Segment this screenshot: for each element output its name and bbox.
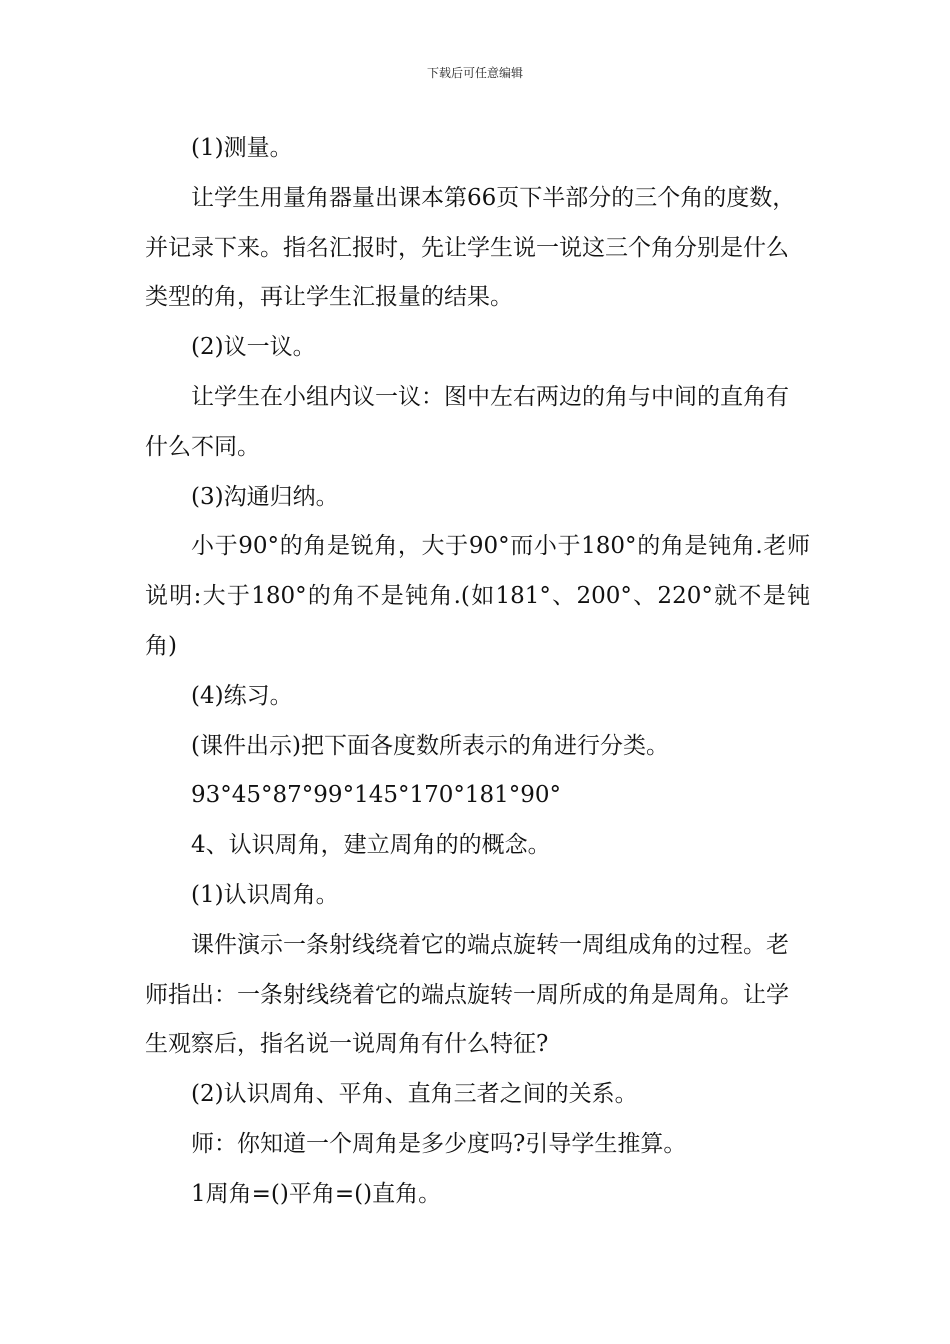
paragraph-degree-list: 93°45°87°99°145°170°181°90°: [191, 782, 562, 809]
paragraph-full-angle-heading: (1)认识周角。: [191, 881, 339, 908]
paragraph-measure-heading: (1)测量。: [191, 135, 293, 161]
paragraph-relation-heading: (2)认识周角、平角、直角三者之间的关系。: [191, 1081, 638, 1108]
page-header: 下载后可任意编辑: [426, 66, 523, 80]
paragraph-summary-body: 小于90°的角是锐角，大于90°而小于180°的角是钝角.老师说明:大于180°的角不是钝角.(如181°、200°、220°就不是钝角): [145, 533, 810, 659]
paragraph-discuss-body: 让学生在小组内议一议：图中左右两边的角与中间的直角有什么不同。: [145, 383, 789, 460]
document-body: [145, 124, 810, 1220]
paragraph-relation-question: 师：你知道一个周角是多少度吗?引导学生推算。: [191, 1130, 687, 1157]
paragraph-summary-heading: (3)沟通归纳。: [191, 483, 339, 510]
paragraph-practice-heading: (4)练习。: [191, 682, 293, 709]
paragraph-discuss-heading: (2)议一议。: [191, 334, 316, 361]
paragraph-full-angle-body: 课件演示一条射线绕着它的端点旋转一周组成角的过程。老师指出：一条射线绕着它的端点旋转一周所成的角是周角。让学生观察后，指名说一说周角有什么特征?: [145, 931, 789, 1058]
paragraph-practice-body: (课件出示)把下面各度数所表示的角进行分类。: [191, 732, 669, 759]
paragraph-full-angle-section: 4、认识周角，建立周角的的概念。: [191, 832, 551, 859]
paragraph-measure-body: 让学生用量角器量出课本第66页下半部分的三个角的度数，并记录下来。指名汇报时，先让学生说一说这三个角分别是什么类型的角，再让学生汇报量的结果。: [145, 184, 796, 311]
paragraph-relation-equation: 1周角=()平角=()直角。: [191, 1180, 442, 1207]
